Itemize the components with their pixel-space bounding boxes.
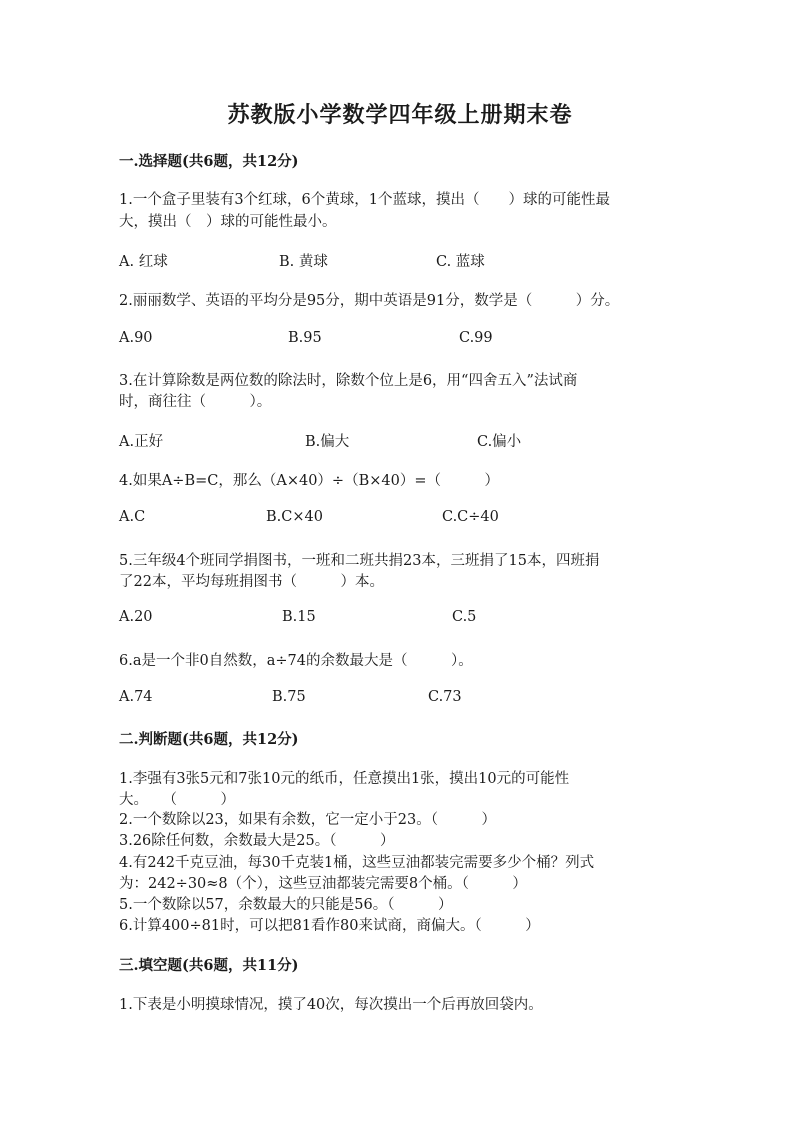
question-4-option-c: C.C÷40 [442, 509, 499, 525]
question-1-option-a: A. 红球 [119, 254, 168, 270]
question-5-line-1: 5.三年级4个班同学捐图书，一班和二班共捐23本，三班捐了15本，四班捐 [119, 553, 600, 569]
question-6-option-a: A.74 [119, 689, 153, 705]
judgement-line-1: 1.李强有3张5元和7张10元的纸币，任意摸出1张，摸出10元的可能性 [119, 771, 570, 787]
question-3-option-a: A.正好 [119, 434, 164, 450]
question-2-option-a: A.90 [119, 330, 153, 346]
section-heading-fill-blank: 三.填空题(共6题，共11分) [119, 957, 299, 974]
judgement-line-3: 2.一个数除以23，如果有余数，它一定小于23。（ ） [119, 812, 496, 828]
question-5-line-2: 了22本，平均每班捐图书（ ）本。 [119, 574, 384, 590]
question-6-option-c: C.73 [428, 689, 462, 705]
question-1-line-2: 大，摸出（ ）球的可能性最小。 [119, 214, 337, 230]
judgement-line-6: 为：242÷30≈8（个），这些豆油都装完需要8个桶。（ ） [119, 876, 527, 892]
question-5-option-a: A.20 [119, 609, 153, 625]
question-3-option-c: C.偏小 [477, 434, 522, 450]
question-6-line-1: 6.a是一个非0自然数，a÷74的余数最大是（ ）。 [119, 653, 473, 669]
question-1-line-1: 1.一个盒子里装有3个红球，6个黄球，1个蓝球，摸出（ ）球的可能性最 [119, 192, 611, 208]
judgement-line-5: 4.有242千克豆油，每30千克装1桶，这些豆油都装完需要多少个桶？列式 [119, 855, 595, 871]
judgement-line-7: 5.一个数除以57，余数最大的只能是56。（ ） [119, 897, 453, 913]
question-6-option-b: B.75 [272, 689, 306, 705]
question-4-option-b: B.C×40 [266, 509, 323, 525]
question-2-line-1: 2.丽丽数学、英语的平均分是95分，期中英语是91分，数学是（ ）分。 [119, 293, 620, 309]
page-title: 苏教版小学数学四年级上册期末卷 [227, 102, 573, 128]
question-1-option-b: B. 黄球 [279, 254, 328, 270]
question-3-option-b: B.偏大 [305, 434, 350, 450]
question-1-option-c: C. 蓝球 [436, 254, 485, 270]
fill-blank-line-1: 1.下表是小明摸球情况，摸了40次，每次摸出一个后再放回袋内。 [119, 997, 543, 1013]
judgement-line-4: 3.26除任何数，余数最大是25。（ ） [119, 833, 395, 849]
question-3-line-1: 3.在计算除数是两位数的除法时，除数个位上是6，用“四舍五入”法试商 [119, 373, 578, 389]
section-heading-choice: 一.选择题(共6题，共12分) [119, 153, 299, 170]
question-5-option-b: B.15 [282, 609, 316, 625]
judgement-line-2: 大。 （ ） [119, 792, 235, 808]
question-3-line-2: 时，商往往（ ）。 [119, 394, 272, 410]
section-heading-judgement: 二.判断题(共6题，共12分) [119, 731, 299, 748]
question-2-option-c: C.99 [459, 330, 493, 346]
question-5-option-c: C.5 [452, 609, 477, 625]
judgement-line-8: 6.计算400÷81时，可以把81看作80来试商，商偏大。（ ） [119, 918, 540, 934]
question-4-option-a: A.C [119, 509, 146, 525]
question-4-line-1: 4.如果A÷B=C，那么（A×40）÷（B×40）=（ ） [119, 473, 499, 489]
question-2-option-b: B.95 [288, 330, 322, 346]
